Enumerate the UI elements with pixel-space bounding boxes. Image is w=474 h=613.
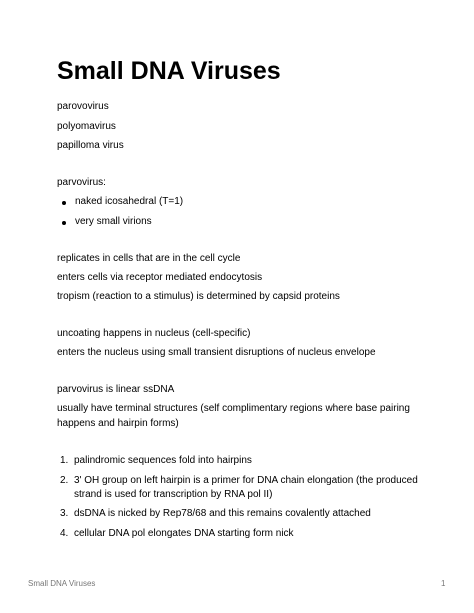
- paragraph-line: replicates in cells that are in the cell cycle: [57, 253, 241, 264]
- list-number: 2.: [60, 475, 69, 486]
- list-item: palindromic sequences fold into hairpins: [74, 455, 252, 466]
- list-item: 3' OH group on left hairpin is a primer for DNA chain elongation (the produced: [74, 475, 418, 486]
- list-number: 1.: [60, 455, 69, 466]
- page-number: 1: [441, 579, 446, 588]
- document-title: Small DNA Viruses: [57, 57, 281, 85]
- list-number: 4.: [60, 528, 69, 539]
- bullet-icon: [62, 201, 66, 205]
- bullet-icon: [62, 221, 66, 225]
- paragraph-line: happens and hairpin forms): [57, 418, 179, 429]
- paragraph-line: uncoating happens in nucleus (cell-specific): [57, 328, 251, 339]
- paragraph-line: enters cells via receptor mediated endocytosis: [57, 272, 263, 283]
- list-item-continuation: strand is used for transcription by RNA pol II): [74, 489, 273, 500]
- virus-type-item: parovovirus: [57, 101, 109, 112]
- paragraph-line: tropism (reaction to a stimulus) is determined by capsid proteins: [57, 291, 340, 302]
- list-item: cellular DNA pol elongates DNA starting form nick: [74, 528, 294, 539]
- section-heading: parvovirus:: [57, 177, 106, 188]
- paragraph-line: parvovirus is linear ssDNA: [57, 384, 175, 395]
- paragraph-line: enters the nucleus using small transient disruptions of nucleus envelope: [57, 347, 376, 358]
- virus-type-item: papilloma virus: [57, 140, 124, 151]
- bullet-item: very small virions: [75, 216, 152, 227]
- list-number: 3.: [60, 508, 69, 519]
- footer-title: Small DNA Viruses: [28, 579, 96, 588]
- virus-type-item: polyomavirus: [57, 121, 116, 132]
- paragraph-line: usually have terminal structures (self complimentary regions where base pairing: [57, 403, 410, 414]
- list-item: dsDNA is nicked by Rep78/68 and this remains covalently attached: [74, 508, 371, 519]
- bullet-item: naked icosahedral (T=1): [75, 196, 184, 207]
